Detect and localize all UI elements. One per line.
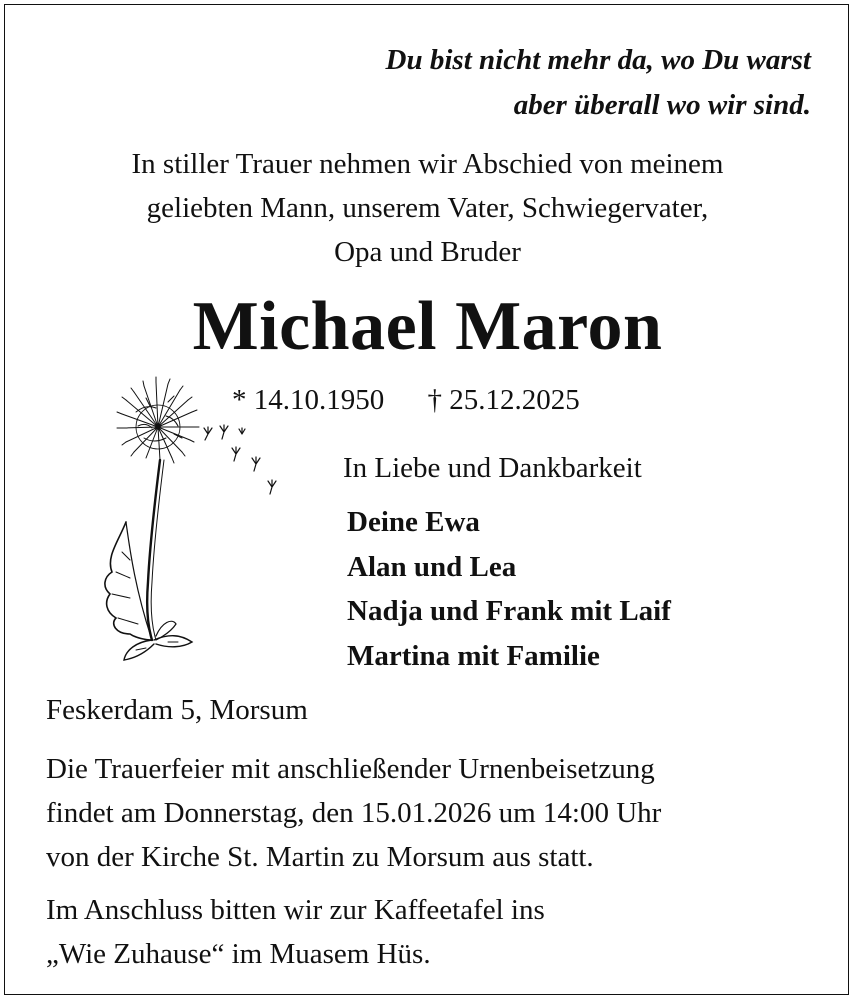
reception-info bbox=[46, 888, 545, 976]
motto-quote bbox=[386, 38, 811, 128]
intro-text bbox=[20, 142, 835, 274]
signature-name: Deine Ewa bbox=[347, 506, 480, 538]
reception-line: Im Anschluss bitten wir zur Kaffeetafel ins bbox=[46, 894, 545, 926]
dandelion-icon bbox=[96, 372, 286, 672]
signature-name: Martina mit Familie bbox=[347, 639, 600, 672]
service-info bbox=[46, 747, 661, 879]
service-line: von der Kirche St. Martin zu Morsum aus statt. bbox=[46, 841, 594, 873]
birth-date: * 14.10.1950 bbox=[232, 384, 385, 416]
signature-names bbox=[347, 500, 671, 678]
address: Feskerdam 5, Morsum bbox=[46, 694, 308, 726]
reception-line: „Wie Zuhause“ im Muasem Hüs. bbox=[46, 938, 431, 970]
motto-line: Du bist nicht mehr da, wo Du warst bbox=[385, 44, 811, 76]
service-line: findet am Donnerstag, den 15.01.2026 um 14:00 Uhr bbox=[46, 797, 662, 829]
intro-line: geliebten Mann, unserem Vater, Schwiegervater, bbox=[146, 192, 709, 224]
deceased-name: Michael Maron bbox=[192, 288, 663, 365]
motto-line: aber überall wo wir sind. bbox=[513, 89, 811, 121]
signature-name: Nadja und Frank mit Laif bbox=[347, 595, 671, 627]
intro-line: In stiller Trauer nehmen wir Abschied von meinem bbox=[131, 148, 724, 180]
death-date: † 25.12.2025 bbox=[427, 384, 580, 416]
signature-name: Alan und Lea bbox=[347, 550, 517, 583]
service-line: Die Trauerfeier mit anschließender Urnenbeisetzung bbox=[46, 753, 655, 785]
intro-line: Opa und Bruder bbox=[334, 236, 521, 268]
signature-intro: In Liebe und Dankbarkeit bbox=[343, 452, 642, 484]
